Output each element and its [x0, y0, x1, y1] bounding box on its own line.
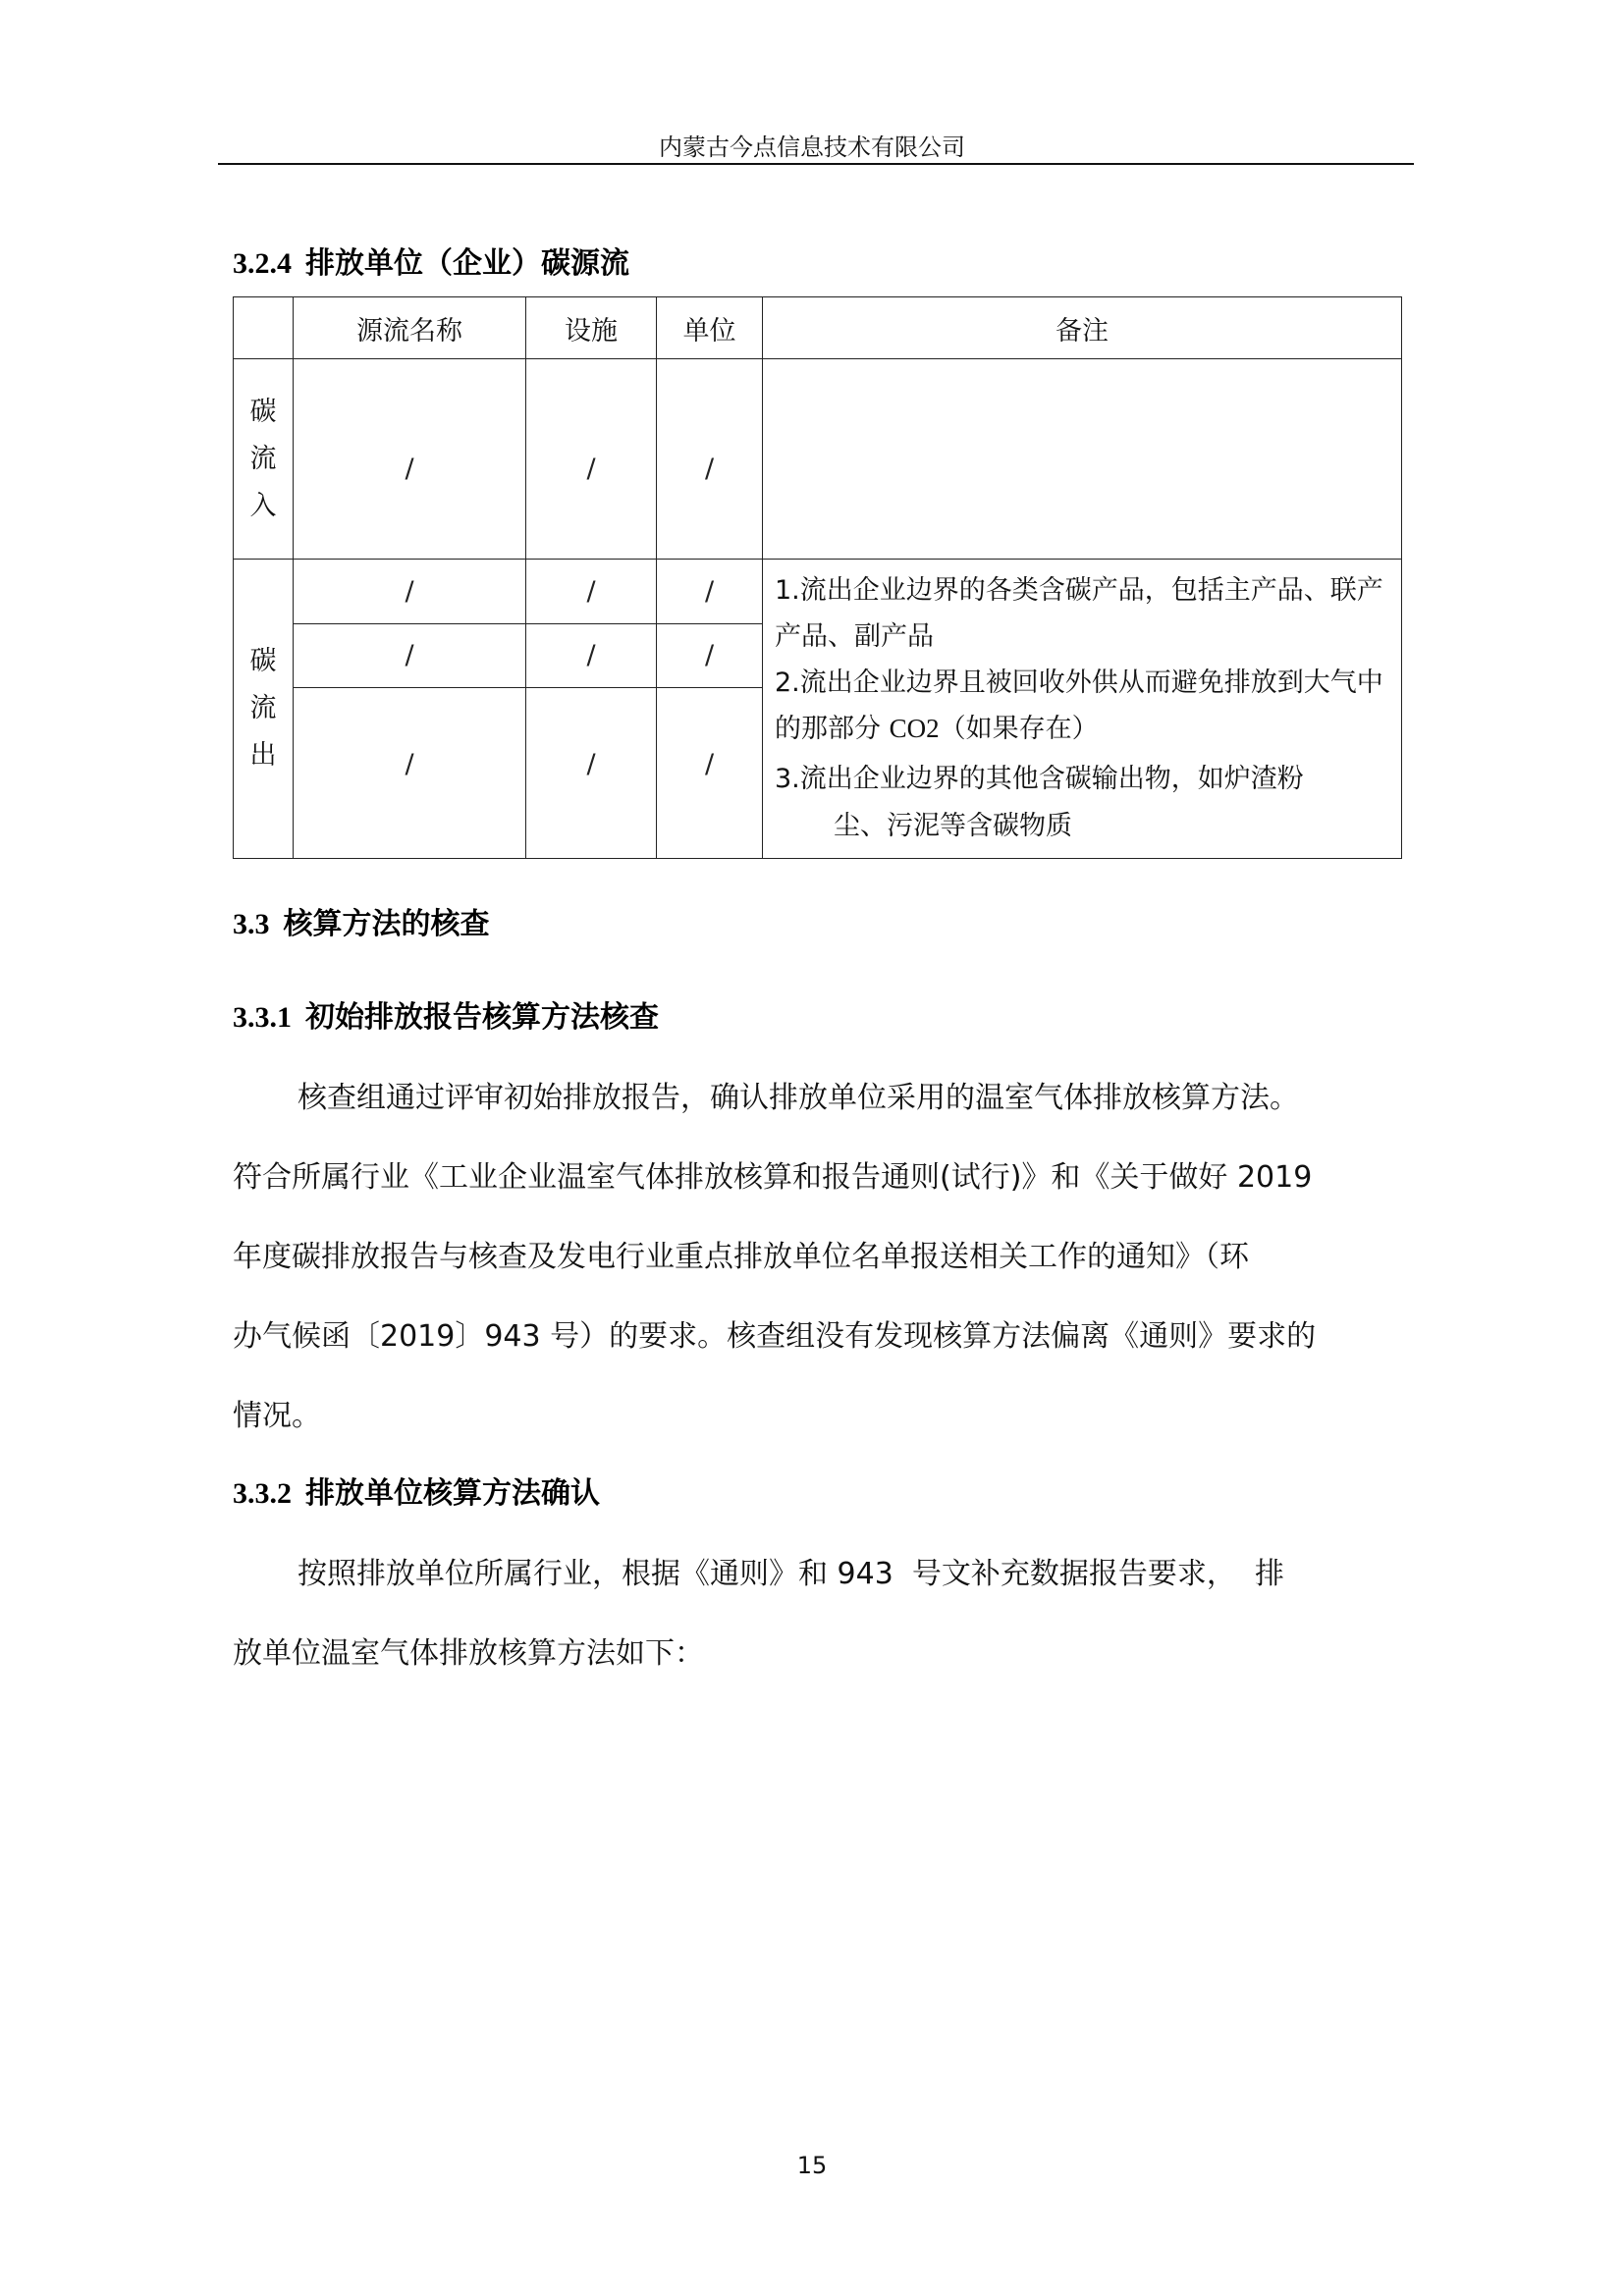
cell-unit: / — [657, 560, 763, 624]
note-item-3 — [775, 756, 1391, 850]
cell-source-name: / — [294, 560, 526, 624]
cell-source-name: / — [294, 623, 526, 687]
header-divider — [218, 163, 1414, 165]
cell-notes — [763, 359, 1402, 560]
carbon-source-flow-table — [233, 296, 1402, 859]
section-heading-3-2-4 — [233, 239, 629, 282]
label-char: 流 — [249, 693, 277, 723]
note-text: 2.流出企业边界且被回收外供从而避免排放到大气中的那部分 — [775, 667, 1383, 744]
cell-outflow-notes — [763, 560, 1402, 859]
section-title: 排放单位核算方法确认 — [305, 1476, 600, 1511]
row-label-carbon-outflow — [234, 560, 294, 859]
note-text: （如果存在） — [939, 714, 1099, 744]
section-title: 核算方法的核查 — [283, 907, 490, 941]
table-row-outflow — [234, 560, 1402, 624]
section-title: 排放单位（企业）碳源流 — [305, 246, 629, 281]
section-heading-3-3-2 — [233, 1468, 600, 1512]
table-row-inflow — [234, 359, 1402, 560]
note-item-2 — [775, 660, 1391, 752]
note-formula-co2: CO2 — [889, 714, 940, 743]
note-item-1: 1.流出企业边界的各类含碳产品，包括主产品、联产产品、副产品 — [775, 575, 1383, 652]
label-char: 入 — [249, 490, 277, 521]
cell-unit: / — [657, 623, 763, 687]
paragraph-line: 核查组通过评审初始排放报告，确认排放单位采用的温室气体排放核算方法。 — [298, 1081, 1299, 1115]
note-text: 3.流出企业边界的其他含碳输出物，如炉渣粉 — [775, 764, 1304, 794]
cell-source-name: / — [294, 687, 526, 858]
paragraph-line: 符合所属行业《工业企业温室气体排放核算和报告通则(试行)》和《关于做好 2019 — [233, 1160, 1313, 1195]
cell-unit: / — [657, 687, 763, 858]
section-number: 3.3.1 — [233, 1001, 292, 1034]
section-number: 3.2.4 — [233, 247, 292, 280]
cell-facility: / — [526, 687, 657, 858]
paragraph-line: 按照排放单位所属行业，根据《通则》和 943 号文补充数据报告要求， 排 — [298, 1557, 1284, 1591]
cell-unit: / — [657, 359, 763, 560]
paragraph-3-3-2 — [233, 1534, 1416, 1693]
section-heading-3-3-1 — [233, 992, 659, 1036]
cell-facility: / — [526, 623, 657, 687]
section-heading-3-3 — [233, 899, 490, 942]
column-header-source-name: 源流名称 — [294, 297, 526, 359]
cell-facility: / — [526, 359, 657, 560]
label-char: 出 — [249, 740, 277, 771]
label-char: 碳 — [249, 646, 277, 676]
row-label-carbon-inflow — [234, 359, 294, 560]
section-number: 3.3 — [233, 908, 270, 940]
cell-facility: / — [526, 560, 657, 624]
column-header-category — [234, 297, 294, 359]
column-header-facility: 设施 — [526, 297, 657, 359]
table-header-row — [234, 297, 1402, 359]
column-header-unit: 单位 — [657, 297, 763, 359]
label-char: 流 — [249, 443, 277, 474]
page-number: 15 — [796, 2152, 828, 2179]
column-header-notes: 备注 — [763, 297, 1402, 359]
paragraph-line: 情况。 — [233, 1399, 321, 1433]
page-header-company: 内蒙古今点信息技术有限公司 — [659, 133, 965, 161]
paragraph-3-3-1 — [233, 1058, 1416, 1456]
section-number: 3.3.2 — [233, 1477, 292, 1510]
cell-source-name: / — [294, 359, 526, 560]
section-title: 初始排放报告核算方法核查 — [305, 1000, 659, 1035]
label-char: 碳 — [249, 396, 277, 427]
paragraph-line: 办气候函〔2019〕943 号）的要求。核查组没有发现核算方法偏离《通则》要求的 — [233, 1319, 1317, 1354]
paragraph-line: 年度碳排放报告与核查及发电行业重点排放单位名单报送相关工作的通知》（环 — [233, 1240, 1249, 1274]
paragraph-line: 放单位温室气体排放核算方法如下： — [233, 1636, 704, 1671]
note-text: 尘、污泥等含碳物质 — [834, 811, 1072, 841]
